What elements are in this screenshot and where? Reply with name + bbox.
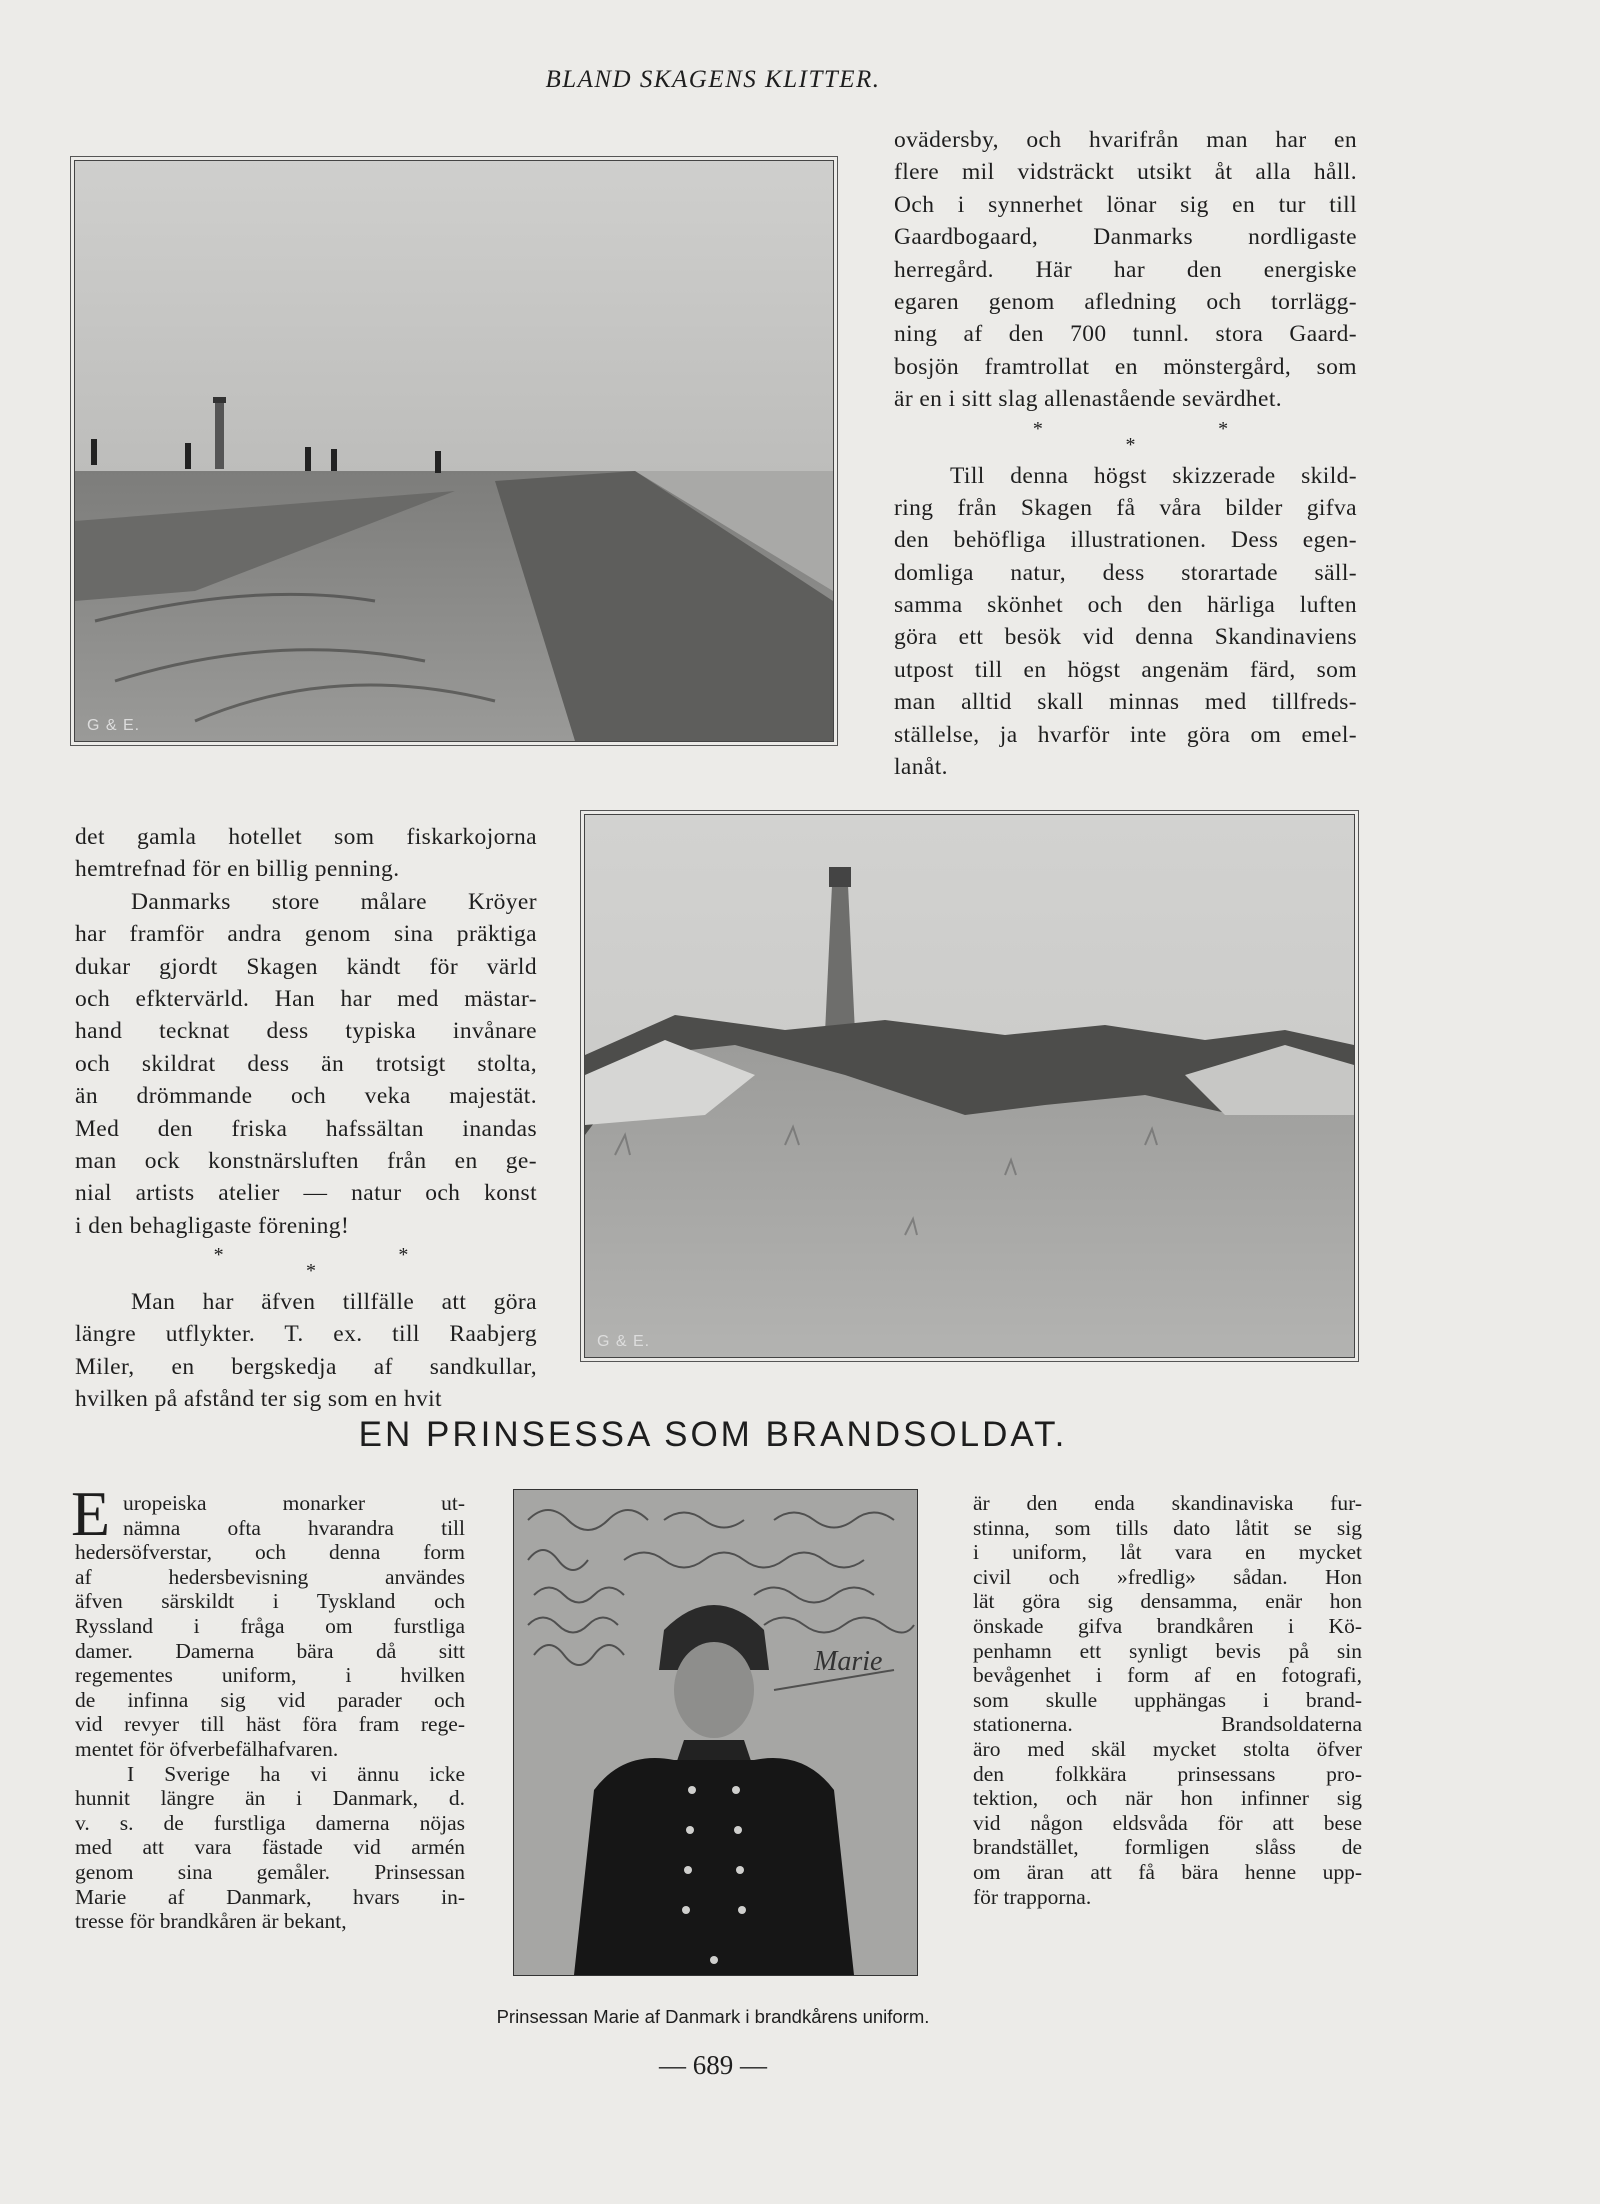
text-line: stationerna. Brandsoldaterna: [973, 1712, 1362, 1737]
text-line: af hedersbevisning användes: [75, 1564, 465, 1589]
section-break-asterisks: [894, 416, 1357, 460]
text-line: äfven särskildt i Tyskland och: [75, 1589, 465, 1614]
section-heading: EN PRINSESSA SOM BRANDSOLDAT.: [358, 1415, 1068, 1454]
text-line: uropeiska monarker ut-: [123, 1491, 465, 1515]
text-line: hedersöfverstar, och denna form: [75, 1540, 465, 1565]
text-line: bevågenhet i form af en fotografi,: [973, 1663, 1362, 1688]
text-line: Och i synnerhet lönar sig en tur till: [894, 191, 1357, 218]
text-line: Gaardbogaard, Danmarks nordligaste: [894, 224, 1357, 251]
text-line: samma skönhet och den härliga luften: [894, 592, 1357, 619]
text-line: hemtrefnad för en billig penning.: [75, 856, 400, 883]
princess-portrait-image: [514, 1490, 917, 1975]
text-line: Man har äfven tillfälle att göra: [131, 1289, 537, 1316]
text-line: är den enda skandinaviska fur-: [973, 1491, 1362, 1515]
text-line: ning af den 700 tunnl. stora Gaard-: [894, 321, 1357, 348]
text-line: än drömmande och veka majestät.: [75, 1083, 537, 1110]
text-line: lät göra sig densamma, enär hon: [973, 1589, 1362, 1614]
text-line: I Sverige ha vi ännu icke: [127, 1761, 465, 1786]
text-line: och efktervärld. Han har med mästar-: [75, 985, 537, 1012]
text-line: den folkkära prinsessans pro-: [973, 1761, 1362, 1786]
beach-photo: [74, 160, 834, 742]
text-line: Med den friska hafssältan inandas: [75, 1115, 537, 1142]
asterisk: *: [1218, 417, 1229, 440]
text-line: Marie af Danmark, hvars in-: [75, 1884, 465, 1909]
page-number: — 689 —: [659, 2050, 767, 2080]
text-line: om äran att få bära henne upp-: [973, 1859, 1362, 1884]
signature: Marie: [814, 1646, 883, 1677]
text-line: lanåt.: [894, 754, 948, 781]
text-line: v. s. de furstliga damerna nöjas: [75, 1810, 465, 1835]
text-line: önskade gifva brandkåren i Kö-: [973, 1613, 1362, 1638]
text-line: dukar gjordt Skagen kändt för värld: [75, 953, 537, 980]
text-line: man ock konstnärsluften från en ge-: [75, 1147, 537, 1174]
text-line: herregård. Här har den energiske: [894, 256, 1357, 283]
asterisk: *: [213, 1244, 224, 1267]
lighthouse-photo-watermark: G & E.: [597, 1333, 651, 1350]
text-line: mentet för öfverbefälhafvaren.: [75, 1736, 339, 1761]
asterisk: *: [398, 1244, 409, 1267]
drop-cap: E: [71, 1478, 111, 1549]
text-line: Ryssland i fråga om furstliga: [75, 1613, 465, 1638]
text-line: penhamn ett synligt bevis på sin: [973, 1638, 1362, 1663]
text-line: längre utflykter. T. ex. till Raabjerg: [75, 1321, 537, 1348]
princess-portrait-photo: [513, 1489, 918, 1976]
text-line: nial artists atelier — natur och konst: [75, 1180, 537, 1207]
text-line: tresse för brandkåren är bekant,: [75, 1909, 347, 1934]
text-line: nämna ofta hvarandra till: [123, 1515, 465, 1540]
photo-caption: Prinsessan Marie af Danmark i brandkårens uniform.: [496, 2006, 930, 2027]
column-left-bottom: [75, 1491, 465, 1934]
text-line: för trapporna.: [973, 1884, 1092, 1909]
text-line: man alltid skall minnas med tillfreds-: [894, 689, 1357, 716]
text-line: som skulle upphängas i brand-: [973, 1687, 1362, 1712]
text-line: ovädersby, och hvarifrån man har en: [894, 127, 1357, 153]
column-left-middle: [75, 821, 537, 1416]
text-line: stinna, som tills dato låtit se sig: [973, 1515, 1362, 1540]
text-line: domliga natur, dess storartade säll-: [894, 559, 1357, 586]
text-line: Till denna högst skizzerade skild-: [950, 462, 1357, 489]
lighthouse-dunes-image: [585, 815, 1354, 1357]
text-line: är en i sitt slag allenastående sevärdhet.: [894, 386, 1283, 413]
text-line: vid någon eldsvåda för att bese: [973, 1810, 1362, 1835]
text-line: Miler, en bergskedja af sandkullar,: [75, 1353, 537, 1380]
section-break-asterisks: [75, 1242, 537, 1286]
text-line: bosjön framtrollat en mönstergård, som: [894, 353, 1357, 380]
text-line: det gamla hotellet som fiskarkojorna: [75, 824, 537, 850]
text-line: regementes uniform, i hvilken: [75, 1663, 465, 1688]
text-line: i uniform, låt vara en mycket: [973, 1540, 1362, 1565]
text-line: och skildrat dess än trotsigt stolta,: [75, 1050, 537, 1077]
text-line: egaren genom afledning och torrlägg-: [894, 288, 1357, 315]
text-line: ställelse, ja hvarför inte göra om emel-: [894, 721, 1357, 748]
beach-photo-watermark: G & E.: [87, 717, 141, 734]
text-line: ring från Skagen få våra bilder gifva: [894, 494, 1357, 521]
text-line: göra ett besök vid denna Skandinaviens: [894, 624, 1357, 651]
text-line: tektion, och när hon infinner sig: [973, 1786, 1362, 1811]
text-line: Danmarks store målare Kröyer: [131, 888, 537, 915]
asterisk: *: [1032, 417, 1043, 440]
text-line: med att vara fästade vid armén: [75, 1835, 465, 1860]
text-line: äro med skäl mycket stolta öfver: [973, 1736, 1362, 1761]
text-line: genom sina gemåler. Prinsessan: [75, 1859, 465, 1884]
text-line: flere mil vidsträckt utsikt åt alla håll.: [894, 159, 1357, 186]
text-line: hvilken på afstånd ter sig som en hvit: [75, 1386, 442, 1413]
asterisk: *: [1125, 433, 1136, 456]
beach-image: [75, 161, 833, 741]
text-line: civil och »fredlig» sådan. Hon: [973, 1564, 1362, 1589]
lighthouse-photo: [584, 814, 1355, 1358]
column-right-top: [894, 124, 1357, 783]
text-line: den behöfliga illustrationen. Dess egen-: [894, 527, 1357, 554]
text-line: hand tecknat dess typiska invånare: [75, 1018, 537, 1045]
text-line: hunnit längre än i Danmark, d.: [75, 1786, 465, 1811]
text-line: brandstället, formligen slåss de: [973, 1835, 1362, 1860]
text-line: har framför andra genom sina präktiga: [75, 921, 537, 948]
text-line: vid revyer till häst föra fram rege-: [75, 1712, 465, 1737]
column-right-bottom: [973, 1491, 1362, 1909]
text-line: utpost till en högst angenäm färd, som: [894, 656, 1357, 683]
running-head: BLAND SKAGENS KLITTER.: [545, 66, 881, 93]
text-line: de infinna sig vid parader och: [75, 1687, 465, 1712]
text-line: damer. Damerna bära då sitt: [75, 1638, 465, 1663]
text-line: i den behagligaste förening!: [75, 1212, 350, 1239]
asterisk: *: [306, 1260, 316, 1283]
